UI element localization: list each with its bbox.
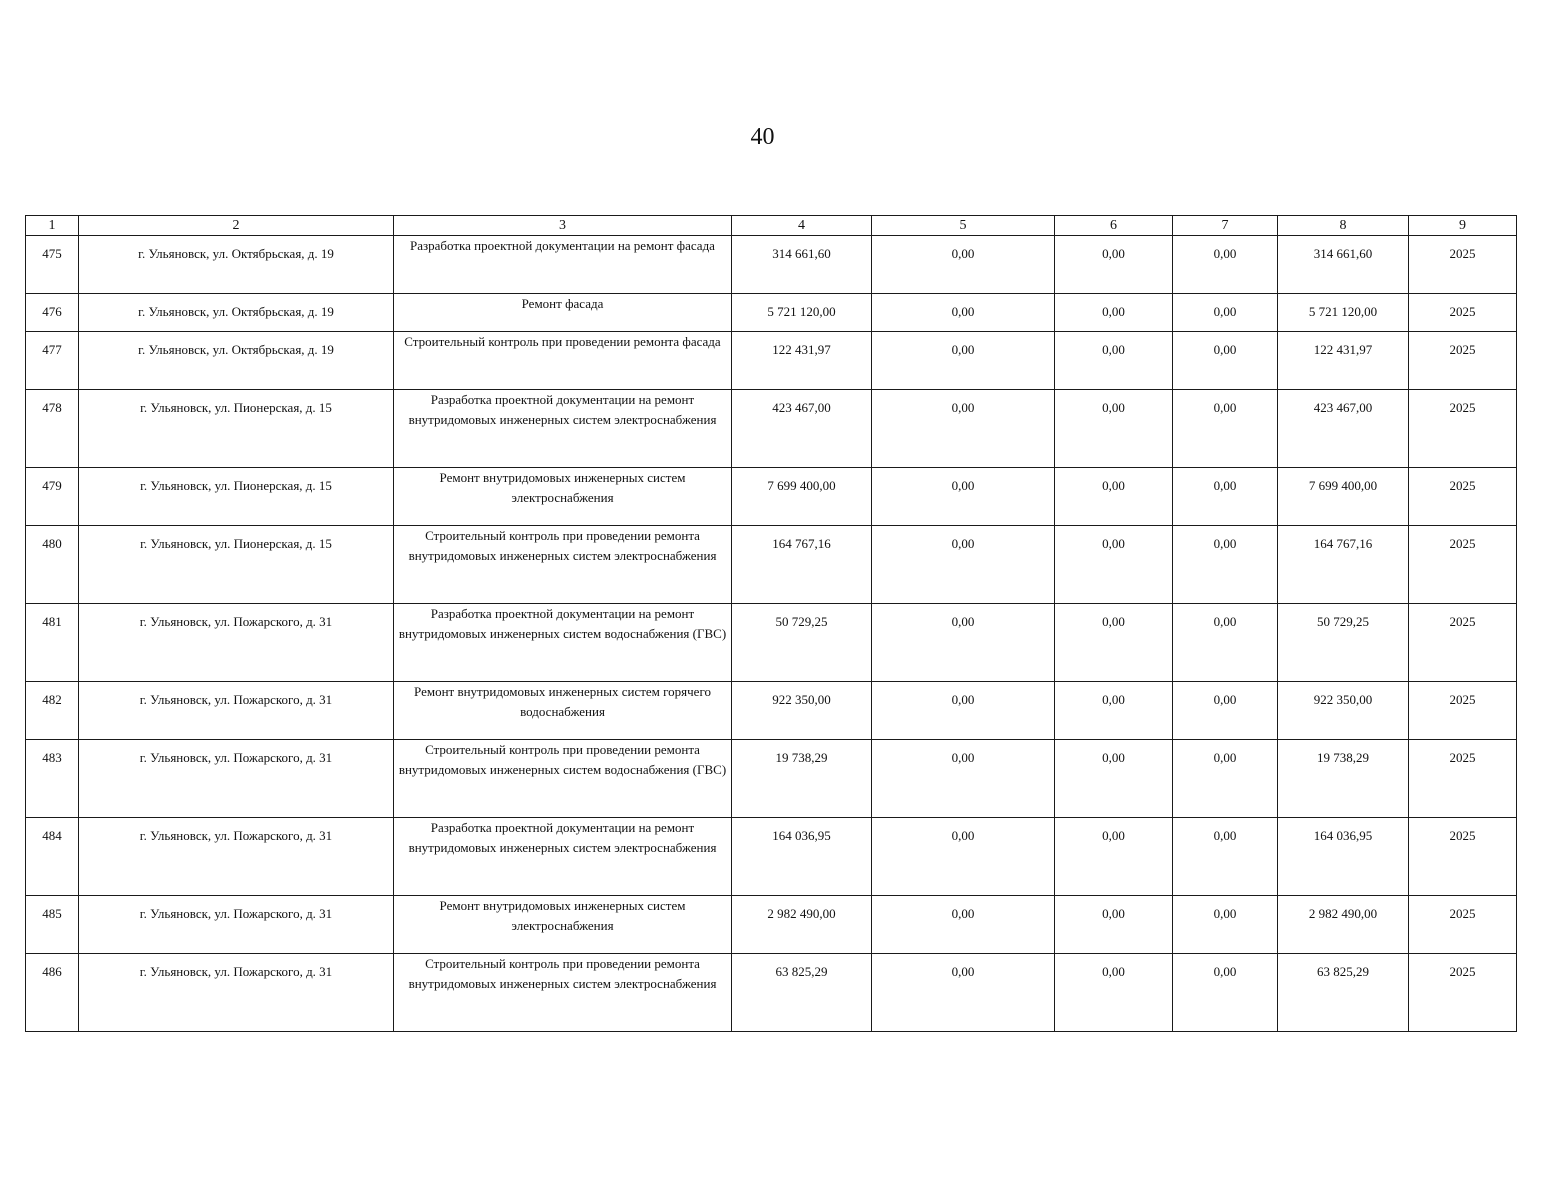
- year-cell: 2025: [1409, 468, 1517, 526]
- year-cell: 2025: [1409, 818, 1517, 896]
- cost-cell-col8: 922 350,00: [1278, 682, 1409, 740]
- cost-cell-col7: 0,00: [1173, 236, 1278, 294]
- year-cell: 2025: [1409, 604, 1517, 682]
- cost-cell-col8: 164 036,95: [1278, 818, 1409, 896]
- column-header: 4: [732, 216, 872, 236]
- address-cell: г. Ульяновск, ул. Пионерская, д. 15: [79, 390, 394, 468]
- row-number: 475: [26, 236, 79, 294]
- repair-program-table: [25, 215, 1517, 1032]
- work-type-cell: Строительный контроль при проведении ремонта внутридомовых инженерных систем водоснабжения (ГВС): [394, 740, 732, 818]
- total-cost-cell: 314 661,60: [732, 236, 872, 294]
- cost-cell-col5: 0,00: [872, 896, 1055, 954]
- cost-cell-col8: 314 661,60: [1278, 236, 1409, 294]
- year-cell: 2025: [1409, 526, 1517, 604]
- work-type-cell: Ремонт фасада: [394, 294, 732, 332]
- cost-cell-col5: 0,00: [872, 818, 1055, 896]
- cost-cell-col6: 0,00: [1055, 740, 1173, 818]
- table-row: [26, 818, 1517, 896]
- total-cost-cell: 423 467,00: [732, 390, 872, 468]
- row-number: 477: [26, 332, 79, 390]
- cost-cell-col7: 0,00: [1173, 332, 1278, 390]
- cost-cell-col5: 0,00: [872, 294, 1055, 332]
- address-cell: г. Ульяновск, ул. Пионерская, д. 15: [79, 526, 394, 604]
- address-cell: г. Ульяновск, ул. Пожарского, д. 31: [79, 896, 394, 954]
- cost-cell-col5: 0,00: [872, 468, 1055, 526]
- cost-cell-col6: 0,00: [1055, 390, 1173, 468]
- total-cost-cell: 922 350,00: [732, 682, 872, 740]
- cost-cell-col8: 63 825,29: [1278, 954, 1409, 1032]
- year-cell: 2025: [1409, 332, 1517, 390]
- table-row: [26, 294, 1517, 332]
- address-cell: г. Ульяновск, ул. Пожарского, д. 31: [79, 954, 394, 1032]
- cost-cell-col6: 0,00: [1055, 896, 1173, 954]
- table-row: [26, 954, 1517, 1032]
- cost-cell-col6: 0,00: [1055, 236, 1173, 294]
- cost-cell-col5: 0,00: [872, 682, 1055, 740]
- cost-cell-col8: 5 721 120,00: [1278, 294, 1409, 332]
- total-cost-cell: 7 699 400,00: [732, 468, 872, 526]
- year-cell: 2025: [1409, 740, 1517, 818]
- row-number: 486: [26, 954, 79, 1032]
- year-cell: 2025: [1409, 896, 1517, 954]
- table-row: [26, 740, 1517, 818]
- cost-cell-col7: 0,00: [1173, 468, 1278, 526]
- cost-cell-col5: 0,00: [872, 390, 1055, 468]
- cost-cell-col5: 0,00: [872, 740, 1055, 818]
- table-row: [26, 526, 1517, 604]
- total-cost-cell: 122 431,97: [732, 332, 872, 390]
- table-body: [26, 216, 1517, 1032]
- address-cell: г. Ульяновск, ул. Октябрьская, д. 19: [79, 236, 394, 294]
- table-row: [26, 604, 1517, 682]
- table-row: [26, 468, 1517, 526]
- row-number: 479: [26, 468, 79, 526]
- cost-cell-col6: 0,00: [1055, 954, 1173, 1032]
- year-cell: 2025: [1409, 294, 1517, 332]
- row-number: 484: [26, 818, 79, 896]
- column-header: 6: [1055, 216, 1173, 236]
- cost-cell-col6: 0,00: [1055, 468, 1173, 526]
- row-number: 482: [26, 682, 79, 740]
- cost-cell-col5: 0,00: [872, 954, 1055, 1032]
- row-number: 481: [26, 604, 79, 682]
- cost-cell-col6: 0,00: [1055, 604, 1173, 682]
- cost-cell-col7: 0,00: [1173, 294, 1278, 332]
- work-type-cell: Разработка проектной документации на ремонт внутридомовых инженерных систем электроснабжения: [394, 390, 732, 468]
- table-row: [26, 682, 1517, 740]
- work-type-cell: Ремонт внутридомовых инженерных систем горячего водоснабжения: [394, 682, 732, 740]
- total-cost-cell: 63 825,29: [732, 954, 872, 1032]
- address-cell: г. Ульяновск, ул. Октябрьская, д. 19: [79, 294, 394, 332]
- year-cell: 2025: [1409, 954, 1517, 1032]
- cost-cell-col5: 0,00: [872, 236, 1055, 294]
- cost-cell-col8: 164 767,16: [1278, 526, 1409, 604]
- column-header: 9: [1409, 216, 1517, 236]
- address-cell: г. Ульяновск, ул. Пожарского, д. 31: [79, 604, 394, 682]
- work-type-cell: Разработка проектной документации на ремонт фасада: [394, 236, 732, 294]
- address-cell: г. Ульяновск, ул. Пожарского, д. 31: [79, 818, 394, 896]
- cost-cell-col5: 0,00: [872, 526, 1055, 604]
- cost-cell-col7: 0,00: [1173, 896, 1278, 954]
- cost-cell-col6: 0,00: [1055, 526, 1173, 604]
- row-number: 480: [26, 526, 79, 604]
- cost-cell-col8: 423 467,00: [1278, 390, 1409, 468]
- column-header: 5: [872, 216, 1055, 236]
- cost-cell-col8: 19 738,29: [1278, 740, 1409, 818]
- year-cell: 2025: [1409, 390, 1517, 468]
- column-number-row: [26, 216, 1517, 236]
- work-type-cell: Ремонт внутридомовых инженерных систем электроснабжения: [394, 468, 732, 526]
- cost-cell-col8: 7 699 400,00: [1278, 468, 1409, 526]
- table-row: [26, 390, 1517, 468]
- work-type-cell: Ремонт внутридомовых инженерных систем электроснабжения: [394, 896, 732, 954]
- year-cell: 2025: [1409, 682, 1517, 740]
- table-row: [26, 236, 1517, 294]
- cost-cell-col7: 0,00: [1173, 526, 1278, 604]
- total-cost-cell: 50 729,25: [732, 604, 872, 682]
- column-header: 1: [26, 216, 79, 236]
- work-type-cell: Разработка проектной документации на ремонт внутридомовых инженерных систем электроснабжения: [394, 818, 732, 896]
- column-header: 8: [1278, 216, 1409, 236]
- row-number: 485: [26, 896, 79, 954]
- address-cell: г. Ульяновск, ул. Пожарского, д. 31: [79, 740, 394, 818]
- row-number: 483: [26, 740, 79, 818]
- column-header: 2: [79, 216, 394, 236]
- work-type-cell: Разработка проектной документации на ремонт внутридомовых инженерных систем водоснабжения (ГВС): [394, 604, 732, 682]
- cost-cell-col7: 0,00: [1173, 604, 1278, 682]
- cost-cell-col7: 0,00: [1173, 818, 1278, 896]
- row-number: 476: [26, 294, 79, 332]
- total-cost-cell: 2 982 490,00: [732, 896, 872, 954]
- cost-cell-col7: 0,00: [1173, 740, 1278, 818]
- cost-cell-col5: 0,00: [872, 604, 1055, 682]
- cost-cell-col8: 2 982 490,00: [1278, 896, 1409, 954]
- cost-cell-col7: 0,00: [1173, 390, 1278, 468]
- table-row: [26, 332, 1517, 390]
- total-cost-cell: 164 036,95: [732, 818, 872, 896]
- cost-cell-col6: 0,00: [1055, 294, 1173, 332]
- address-cell: г. Ульяновск, ул. Пионерская, д. 15: [79, 468, 394, 526]
- cost-cell-col8: 50 729,25: [1278, 604, 1409, 682]
- work-type-cell: Строительный контроль при проведении ремонта внутридомовых инженерных систем электроснабжения: [394, 526, 732, 604]
- year-cell: 2025: [1409, 236, 1517, 294]
- total-cost-cell: 5 721 120,00: [732, 294, 872, 332]
- total-cost-cell: 164 767,16: [732, 526, 872, 604]
- row-number: 478: [26, 390, 79, 468]
- column-header: 7: [1173, 216, 1278, 236]
- cost-cell-col5: 0,00: [872, 332, 1055, 390]
- address-cell: г. Ульяновск, ул. Пожарского, д. 31: [79, 682, 394, 740]
- total-cost-cell: 19 738,29: [732, 740, 872, 818]
- cost-cell-col7: 0,00: [1173, 954, 1278, 1032]
- work-type-cell: Строительный контроль при проведении ремонта фасада: [394, 332, 732, 390]
- column-header: 3: [394, 216, 732, 236]
- address-cell: г. Ульяновск, ул. Октябрьская, д. 19: [79, 332, 394, 390]
- work-type-cell: Строительный контроль при проведении ремонта внутридомовых инженерных систем электроснабжения: [394, 954, 732, 1032]
- cost-cell-col8: 122 431,97: [1278, 332, 1409, 390]
- page-number: 40: [750, 124, 775, 150]
- cost-cell-col6: 0,00: [1055, 332, 1173, 390]
- cost-cell-col6: 0,00: [1055, 682, 1173, 740]
- table-row: [26, 896, 1517, 954]
- cost-cell-col7: 0,00: [1173, 682, 1278, 740]
- cost-cell-col6: 0,00: [1055, 818, 1173, 896]
